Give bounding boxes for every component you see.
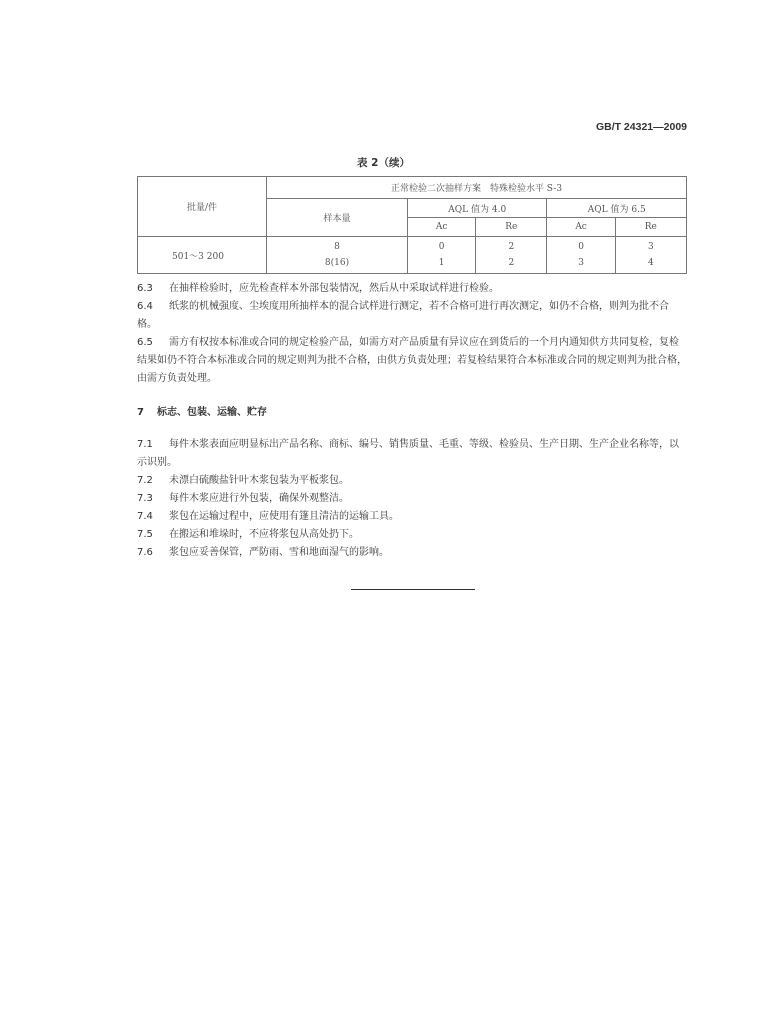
- clause-7-3: [137, 490, 687, 508]
- clause-number: 6.3: [137, 283, 153, 294]
- sample-size-header: 样本量: [267, 199, 408, 237]
- aql65-re-cell: [615, 237, 686, 274]
- clause-7-2: [137, 472, 687, 490]
- clause-6-5: [137, 334, 687, 388]
- aql40-ac-first: 0: [438, 242, 445, 252]
- batch-header: 批量/件: [138, 177, 267, 237]
- ac-header: Ac: [408, 218, 476, 237]
- clause-number: 7.1: [137, 439, 153, 450]
- clause-number: 7.2: [137, 475, 153, 486]
- clause-number: 7.5: [137, 529, 153, 540]
- aql65-re-first: 3: [647, 242, 654, 252]
- clause-7-4: [137, 508, 687, 526]
- clause-text: 在抽样检验时，应先检查样本外部包装情况，然后从中采取试样进行检验。: [169, 283, 499, 294]
- clause-text: 每件木浆表面应明显标出产品名称、商标、编号、销售质量、毛重、等级、检验员、生产日期、生产企业名称等，以示识别。: [137, 439, 679, 468]
- clause-number: 6.4: [137, 301, 153, 312]
- aql40-ac-cell: [408, 237, 476, 274]
- clause-text: 纸浆的机械强度、尘埃度用所抽样本的混合试样进行测定，若不合格可进行再次测定，如仍不合格，则判为批不合格。: [137, 301, 669, 330]
- aql40-ac-second: 1: [438, 258, 445, 268]
- section-title: 标志、包装、运输、贮存: [157, 407, 267, 418]
- aql-4-header: AQL 值为 4.0: [408, 199, 547, 218]
- sample-size-cell: [267, 237, 408, 274]
- standard-code: GB/T 24321—2009: [595, 121, 687, 133]
- batch-range-cell: 501～3 200: [138, 237, 267, 274]
- clause-number: 7.6: [137, 547, 153, 558]
- clause-7-1: [137, 436, 687, 472]
- section-number: 7: [137, 407, 144, 418]
- clause-6-4: [137, 298, 687, 334]
- aql40-re-cell: [476, 237, 547, 274]
- section-7-heading: [137, 404, 687, 422]
- table-row: [138, 237, 687, 274]
- clause-number: 7.3: [137, 493, 153, 504]
- clause-text: 浆包应妥善保管，严防雨、雪和地面湿气的影响。: [169, 547, 389, 558]
- clauses: [137, 280, 687, 562]
- clause-number: 7.4: [137, 511, 153, 522]
- clause-7-5: [137, 526, 687, 544]
- clause-7-6: [137, 544, 687, 562]
- clause-text: 未漂白硫酸盐针叶木浆包装为平板浆包。: [169, 475, 349, 486]
- clause-text: 需方有权按本标准或合同的规定检验产品，如需方对产品质量有异议应在到货后的一个月内通知供方共同复检，复检结果如仍不符合本标准或合同的规定则判为批不合格，由供方负责处理；若复检结果符合本标准或合同的规定则判为批合格，由需方负责处理。: [137, 337, 687, 384]
- ac-header: Ac: [547, 218, 615, 237]
- clause-text: 浆包在运输过程中，应使用有篷且清洁的运输工具。: [169, 511, 399, 522]
- re-header: Re: [615, 218, 686, 237]
- sampling-table: [137, 176, 687, 274]
- re-header: Re: [476, 218, 547, 237]
- clause-text: 在搬运和堆垛时，不应将浆包从高处扔下。: [169, 529, 359, 540]
- table-title: 表 2（续）: [357, 157, 410, 169]
- end-rule: [351, 589, 475, 590]
- aql40-re-first: 2: [508, 242, 515, 252]
- aql65-ac-cell: [547, 237, 615, 274]
- sample-size-first: 8: [334, 242, 340, 252]
- aql-6-5-header: AQL 值为 6.5: [547, 199, 687, 218]
- plan-header: 正常检验二次抽样方案 特殊检验水平 S-3: [267, 177, 687, 199]
- clause-6-3: [137, 280, 687, 298]
- aql65-re-second: 4: [647, 258, 654, 268]
- aql65-ac-first: 0: [578, 242, 584, 252]
- aql65-ac-second: 3: [578, 258, 584, 268]
- clause-number: 6.5: [137, 337, 153, 348]
- aql40-re-second: 2: [508, 258, 515, 268]
- clause-text: 每件木浆应进行外包装，确保外观整洁。: [169, 493, 349, 504]
- sample-size-second: 8(16): [324, 258, 350, 268]
